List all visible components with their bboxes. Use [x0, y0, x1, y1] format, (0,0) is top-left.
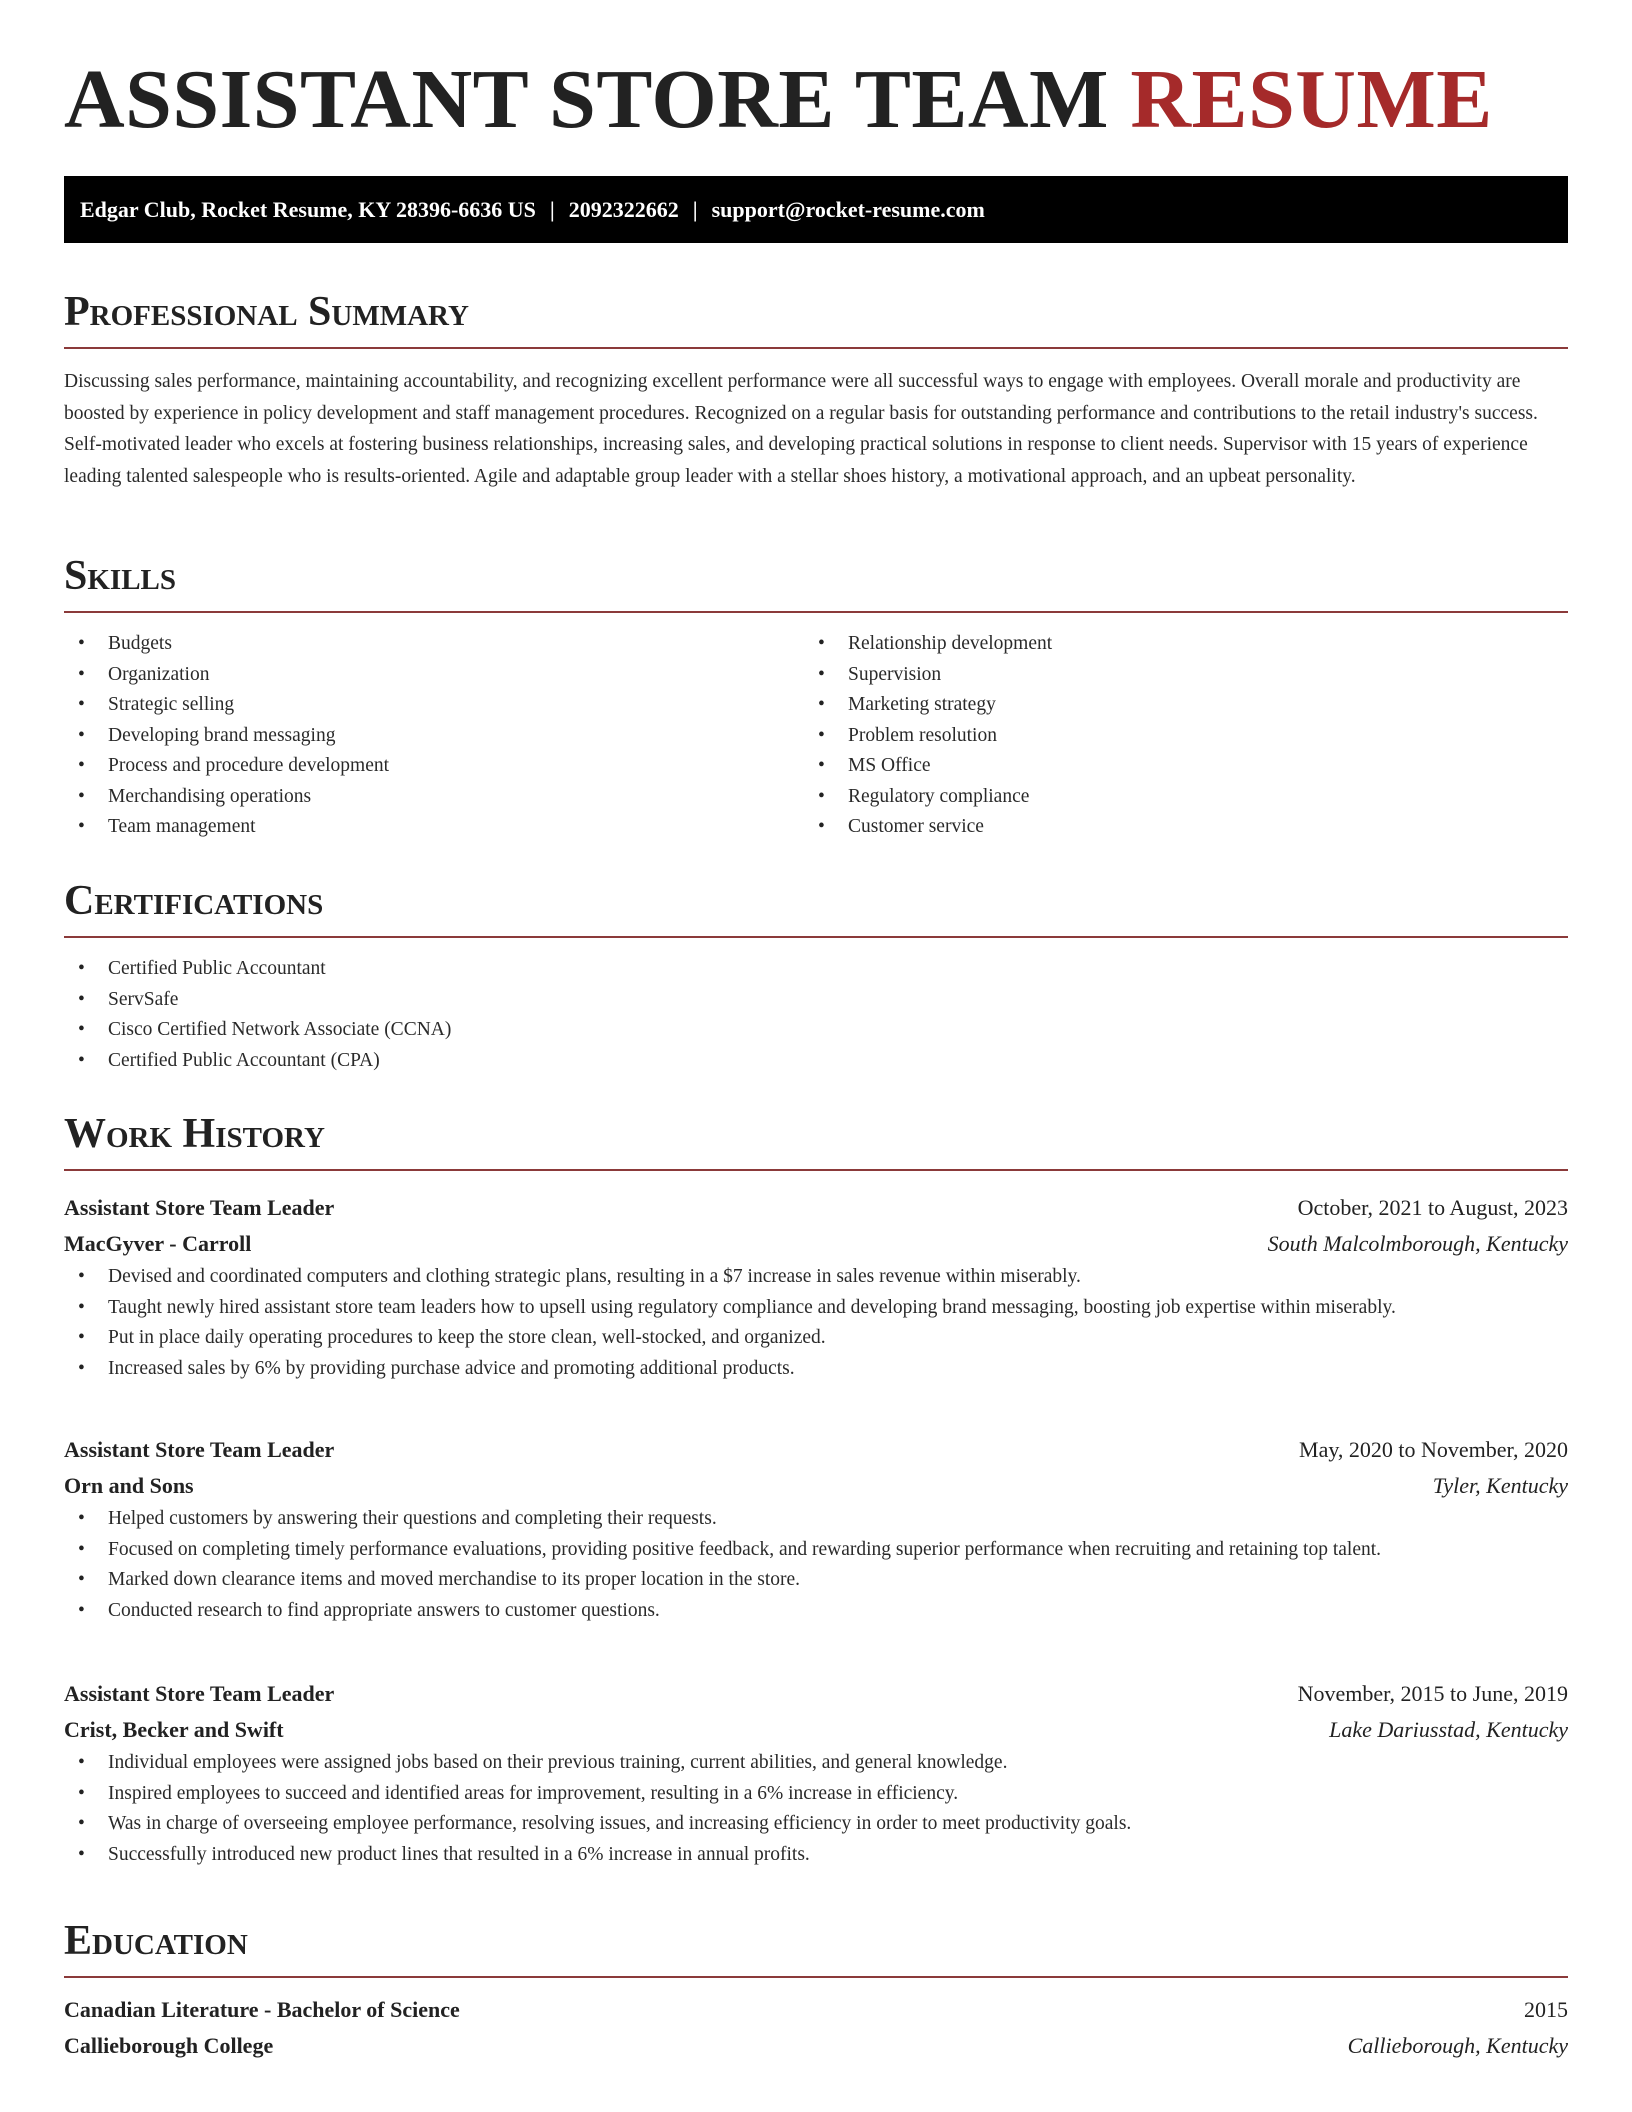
- job-bullet: • Individual employees were assigned jobs based on their previous training, current abilities, and general knowledge.: [64, 1748, 1568, 1779]
- summary-heading: Professional Summary: [64, 291, 1568, 349]
- job-title: Assistant Store Team Leader: [64, 1195, 335, 1220]
- job-bullet: • Was in charge of overseeing employee performance, resolving issues, and increasing efficiency in order to meet productivity goals.: [64, 1809, 1568, 1840]
- education-section: [64, 1920, 1568, 2064]
- certification-item: • Cisco Certified Network Associate (CCNA): [64, 1015, 1568, 1046]
- certifications-heading: Certifications: [64, 880, 1568, 938]
- job-bullet: • Inspired employees to succeed and identified areas for improvement, resulting in a 6% increase in efficiency.: [64, 1779, 1568, 1810]
- skill-item: • Strategic selling: [64, 690, 804, 721]
- job-entry: [64, 1676, 1568, 1870]
- certifications-list: [64, 954, 1568, 1076]
- work-history-heading: Work History: [64, 1113, 1568, 1171]
- job-dates: November, 2015 to June, 2019: [1297, 1681, 1568, 1706]
- skill-item: • Budgets: [64, 629, 804, 660]
- job-dates: May, 2020 to November, 2020: [1299, 1437, 1568, 1462]
- summary-text: Discussing sales performance, maintaining accountability, and recognizing excellent performance were all successful ways to engage with employees. Overall morale and productivity are boosted by experience in policy development and staff management procedures. Recognized on a regular basis for outstanding performance and contributions to the retail industry's success. Self-motivated leader who excels at fostering business relationships, increasing sales, and developing practical solutions in response to client needs. Supervisor with 15 years of experience leading talented salespeople who is results-oriented. Agile and adaptable group leader with a stellar shoes history, a motivational approach, and an upbeat personality.: [64, 371, 1538, 487]
- summary-section: [64, 291, 1568, 492]
- job-bullets: [64, 1748, 1568, 1870]
- job-bullet: • Taught newly hired assistant store team leaders how to upsell using regulatory compliance and developing brand messaging, boosting job expertise within miserably.: [64, 1293, 1568, 1324]
- contact-separator: |: [692, 197, 698, 222]
- skill-item: • Problem resolution: [804, 721, 1544, 752]
- job-bullet: • Helped customers by answering their questions and completing their requests.: [64, 1504, 1568, 1535]
- skill-item: • Process and procedure development: [64, 751, 804, 782]
- skill-item: • Relationship development: [804, 629, 1544, 660]
- skills-list-left: [64, 629, 804, 843]
- skills-list-right: [804, 629, 1544, 843]
- certifications-section: [64, 880, 1568, 1076]
- job-dates: October, 2021 to August, 2023: [1297, 1195, 1568, 1220]
- job-location: Tyler, Kentucky: [1432, 1473, 1568, 1498]
- contact-separator: |: [549, 197, 555, 222]
- contact-email: support@rocket-resume.com: [711, 197, 985, 222]
- education-location: Callieborough, Kentucky: [1347, 2033, 1568, 2058]
- job-bullet: • Focused on completing timely performance evaluations, providing positive feedback, and rewarding superior performance when recruiting and retaining top talent.: [64, 1535, 1568, 1566]
- skill-item: • Organization: [64, 660, 804, 691]
- job-bullet: • Put in place daily operating procedures to keep the store clean, well-stocked, and organized.: [64, 1323, 1568, 1354]
- title-main: ASSISTANT STORE TEAM: [64, 53, 1109, 146]
- job-bullets: [64, 1504, 1568, 1626]
- skill-item: • Marketing strategy: [804, 690, 1544, 721]
- job-entry: [64, 1190, 1568, 1384]
- job-bullets: [64, 1262, 1568, 1384]
- certification-item: • Certified Public Accountant (CPA): [64, 1046, 1568, 1077]
- education-year: 2015: [1524, 1997, 1568, 2022]
- contact-bar: [64, 176, 1568, 243]
- job-bullet: • Devised and coordinated computers and clothing strategic plans, resulting in a $7 increase in sales revenue within miserably.: [64, 1262, 1568, 1293]
- job-title: Assistant Store Team Leader: [64, 1681, 335, 1706]
- job-bullet: • Conducted research to find appropriate answers to customer questions.: [64, 1596, 1568, 1627]
- work-history-section: [64, 1113, 1568, 1171]
- skills-section: [64, 555, 1568, 843]
- job-entry: [64, 1432, 1568, 1626]
- education-entry: [64, 1992, 1568, 2064]
- education-school: Callieborough College: [64, 2033, 274, 2058]
- job-location: Lake Dariusstad, Kentucky: [1329, 1717, 1568, 1742]
- resume-title: [64, 53, 1568, 146]
- skill-item: • Customer service: [804, 812, 1544, 843]
- job-company: Crist, Becker and Swift: [64, 1717, 284, 1742]
- job-company: Orn and Sons: [64, 1473, 194, 1498]
- skill-item: • Team management: [64, 812, 804, 843]
- skill-item: • Regulatory compliance: [804, 782, 1544, 813]
- skill-item: • Developing brand messaging: [64, 721, 804, 752]
- job-title: Assistant Store Team Leader: [64, 1437, 335, 1462]
- certification-item: • ServSafe: [64, 985, 1568, 1016]
- contact-phone: 2092322662: [568, 197, 679, 222]
- job-location: South Malcolmborough, Kentucky: [1267, 1231, 1568, 1256]
- contact-address: Edgar Club, Rocket Resume, KY 28396-6636 US: [80, 197, 536, 222]
- job-bullet: • Marked down clearance items and moved merchandise to its proper location in the store.: [64, 1565, 1568, 1596]
- job-company: MacGyver - Carroll: [64, 1231, 252, 1256]
- skills-columns: [64, 629, 1568, 843]
- resume-page: [64, 0, 1568, 2058]
- skills-heading: Skills: [64, 555, 1568, 613]
- skill-item: • Merchandising operations: [64, 782, 804, 813]
- title-accent: RESUME: [1130, 53, 1493, 146]
- job-bullet: • Successfully introduced new product lines that resulted in a 6% increase in annual profits.: [64, 1840, 1568, 1871]
- job-bullet: • Increased sales by 6% by providing purchase advice and promoting additional products.: [64, 1354, 1568, 1385]
- skill-item: • MS Office: [804, 751, 1544, 782]
- skill-item: • Supervision: [804, 660, 1544, 691]
- education-heading: Education: [64, 1920, 1568, 1978]
- certification-item: • Certified Public Accountant: [64, 954, 1568, 985]
- education-degree: Canadian Literature - Bachelor of Science: [64, 1997, 460, 2022]
